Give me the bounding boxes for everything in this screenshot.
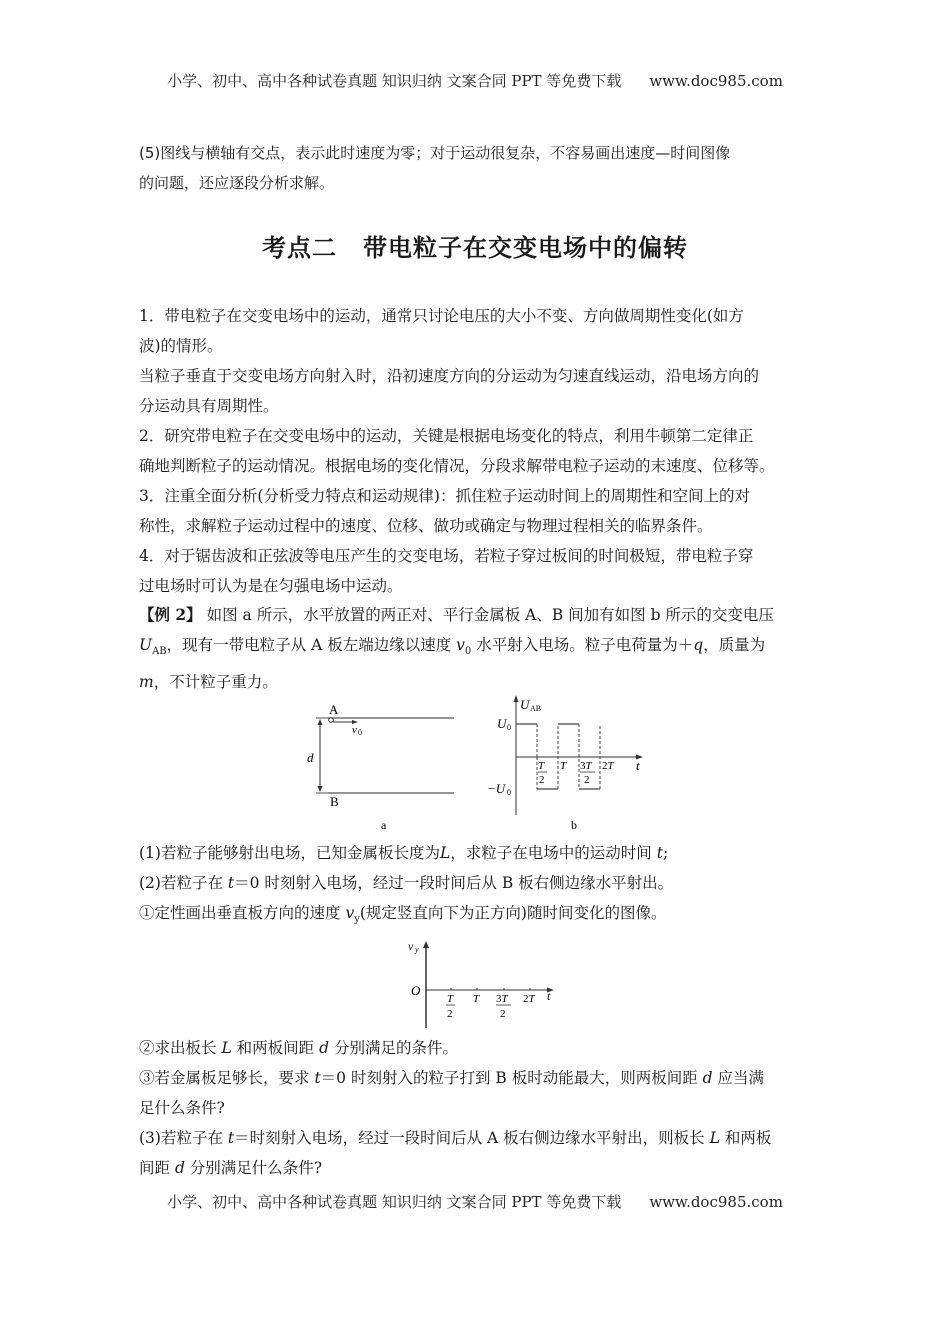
svg-text:2: 2 [447,1008,453,1020]
vy-axis-label: v [408,939,414,953]
svg-text:3T: 3T [496,993,508,1005]
question-3-cont: 间距 d 分别满足什么条件? [139,1159,323,1177]
point-4-line-1: 4．对于锯齿波和正弦波等电压产生的交变电场，若粒子穿过板间的时间极短，带电粒子穿 [139,547,754,565]
footer-url[interactable]: www.doc985.com [649,1193,783,1211]
figure-b-caption: b [571,818,577,832]
point-2-line-2: 确地判断粒子的运动情况。根据电场的变化情况，分段求解带电粒子运动的末速度、位移等。 [139,457,775,475]
svg-text:y: y [415,945,419,954]
velocity-label: v [352,724,357,736]
questions-part-2 [139,1033,819,1183]
example-2 [139,600,819,697]
page-header [0,70,950,91]
intro-paragraph [139,138,819,198]
svg-text:3T: 3T [580,760,592,772]
section-title [0,228,950,263]
svg-text:0: 0 [507,723,511,732]
tick-T: T [560,760,567,772]
origin-label: O [411,983,421,998]
question-3: (3)若粒子在 t＝时刻射入电场，经过一段时间后从 A 板右侧边缘水平射出，则板长 L 和两板 [139,1129,772,1147]
plate-b-label: B [330,794,339,809]
point-1b-line-1: 当粒子垂直于交变电场方向射入时，沿初速度方向的分运动为匀速直线运动，沿电场方向的 [139,367,760,385]
svg-text:2: 2 [500,1008,506,1020]
y-axis-label: U [520,697,530,712]
svg-text:2: 2 [584,774,590,786]
section-title-text: 带电粒子在交变电场中的偏转 [363,234,688,262]
example-label: 【例 2】 [139,605,202,624]
footer-text: 小学、初中、高中各种试卷真题 知识归纳 文案合同 PPT 等免费下载 [167,1193,622,1211]
svg-text:0: 0 [358,728,362,737]
question-2-2: ②求出板长 L 和两板间距 d 分别满足的条件。 [139,1039,458,1057]
intro-line-2: 的问题，还应逐段分析求解。 [139,174,335,192]
example-line-3: m，不计粒子重力。 [139,673,278,692]
svg-text:2: 2 [539,774,545,786]
vy-tick-T: T [473,993,480,1005]
x-axis-label: t [636,758,640,773]
question-1: (1)若粒子能够射出电场，已知金属板长度为L，求粒子在电场中的运动时间 t; [139,844,669,862]
svg-text:T: T [538,760,545,772]
header-text: 小学、初中、高中各种试卷真题 知识归纳 文案合同 PPT 等免费下载 [167,72,622,90]
neg-u0-label: −U [487,781,506,796]
vy-x-axis-label: t [547,989,551,1003]
point-3-line-2: 称性，求解粒子运动过程中的速度、位移、做功或确定与物理过程相关的临界条件。 [139,517,713,535]
svg-text:0: 0 [507,788,511,797]
header-url[interactable]: www.doc985.com [649,72,783,90]
point-4-line-2: 过电场时可认为是在匀强电场中运动。 [139,577,403,595]
svg-text:T: T [447,993,454,1005]
section-number: 考点二 [262,234,337,262]
question-2-1: ①定性画出垂直板方向的速度 $v_y$(规定竖直向下为正方向)随时间变化的图像。 [139,904,667,926]
figure-a-plates [300,690,470,835]
intro-line-1: (5)图线与横轴有交点，表示此时速度为零；对于运动很复杂，不容易画出速度—时间图像 [139,144,731,162]
u0-label: U [497,716,507,731]
point-1-line-1: 1．带电粒子在交变电场中的运动，通常只讨论电压的大小不变、方向做周期性变化(如方 [139,307,744,325]
svg-text:2T: 2T [602,760,614,772]
example-line-1: 【例 2】 如图 a 所示，水平放置的两正对、平行金属板 A、B 间加有如图 b 所示的交变电压 [139,605,774,624]
figure-a-caption: a [381,818,387,832]
svg-text:AB: AB [530,704,542,713]
question-2-3-cont: 足什么条件? [139,1099,225,1117]
distance-label: d [307,750,314,765]
figure-b-voltage-chart [480,690,650,835]
point-1-line-2: 波)的情形。 [139,337,223,355]
point-2-line-1: 2．研究带电粒子在交变电场中的运动，关键是根据电场变化的特点，利用牛顿第二定律正 [139,427,754,445]
questions-part-1 [139,838,819,935]
question-2: (2)若粒子在 t＝0 时刻射入电场，经过一段时间后从 B 板右侧边缘水平射出。 [139,874,674,892]
point-1b-line-2: 分运动具有周期性。 [139,397,279,415]
svg-text:2T: 2T [523,993,535,1005]
figure-vy-blank-chart [390,930,570,1030]
question-2-3: ③若金属板足够长，要求 t＝0 时刻射入的粒子打到 B 板时动能最大，则两板间距 d 应当满 [139,1069,765,1087]
page-footer [0,1191,950,1212]
point-3-line-1: 3．注重全面分析(分析受力特点和运动规律)：抓住粒子运动时间上的周期性和空间上的对 [139,487,750,505]
plate-a-label: A [329,702,339,717]
example-line-2: $U_{AB}$，现有一带电粒子从 A 板左端边缘以速度 $v_0$ 水平射入电场。粒子电荷量为＋q，质量为 [139,636,766,658]
point-list [139,301,819,601]
